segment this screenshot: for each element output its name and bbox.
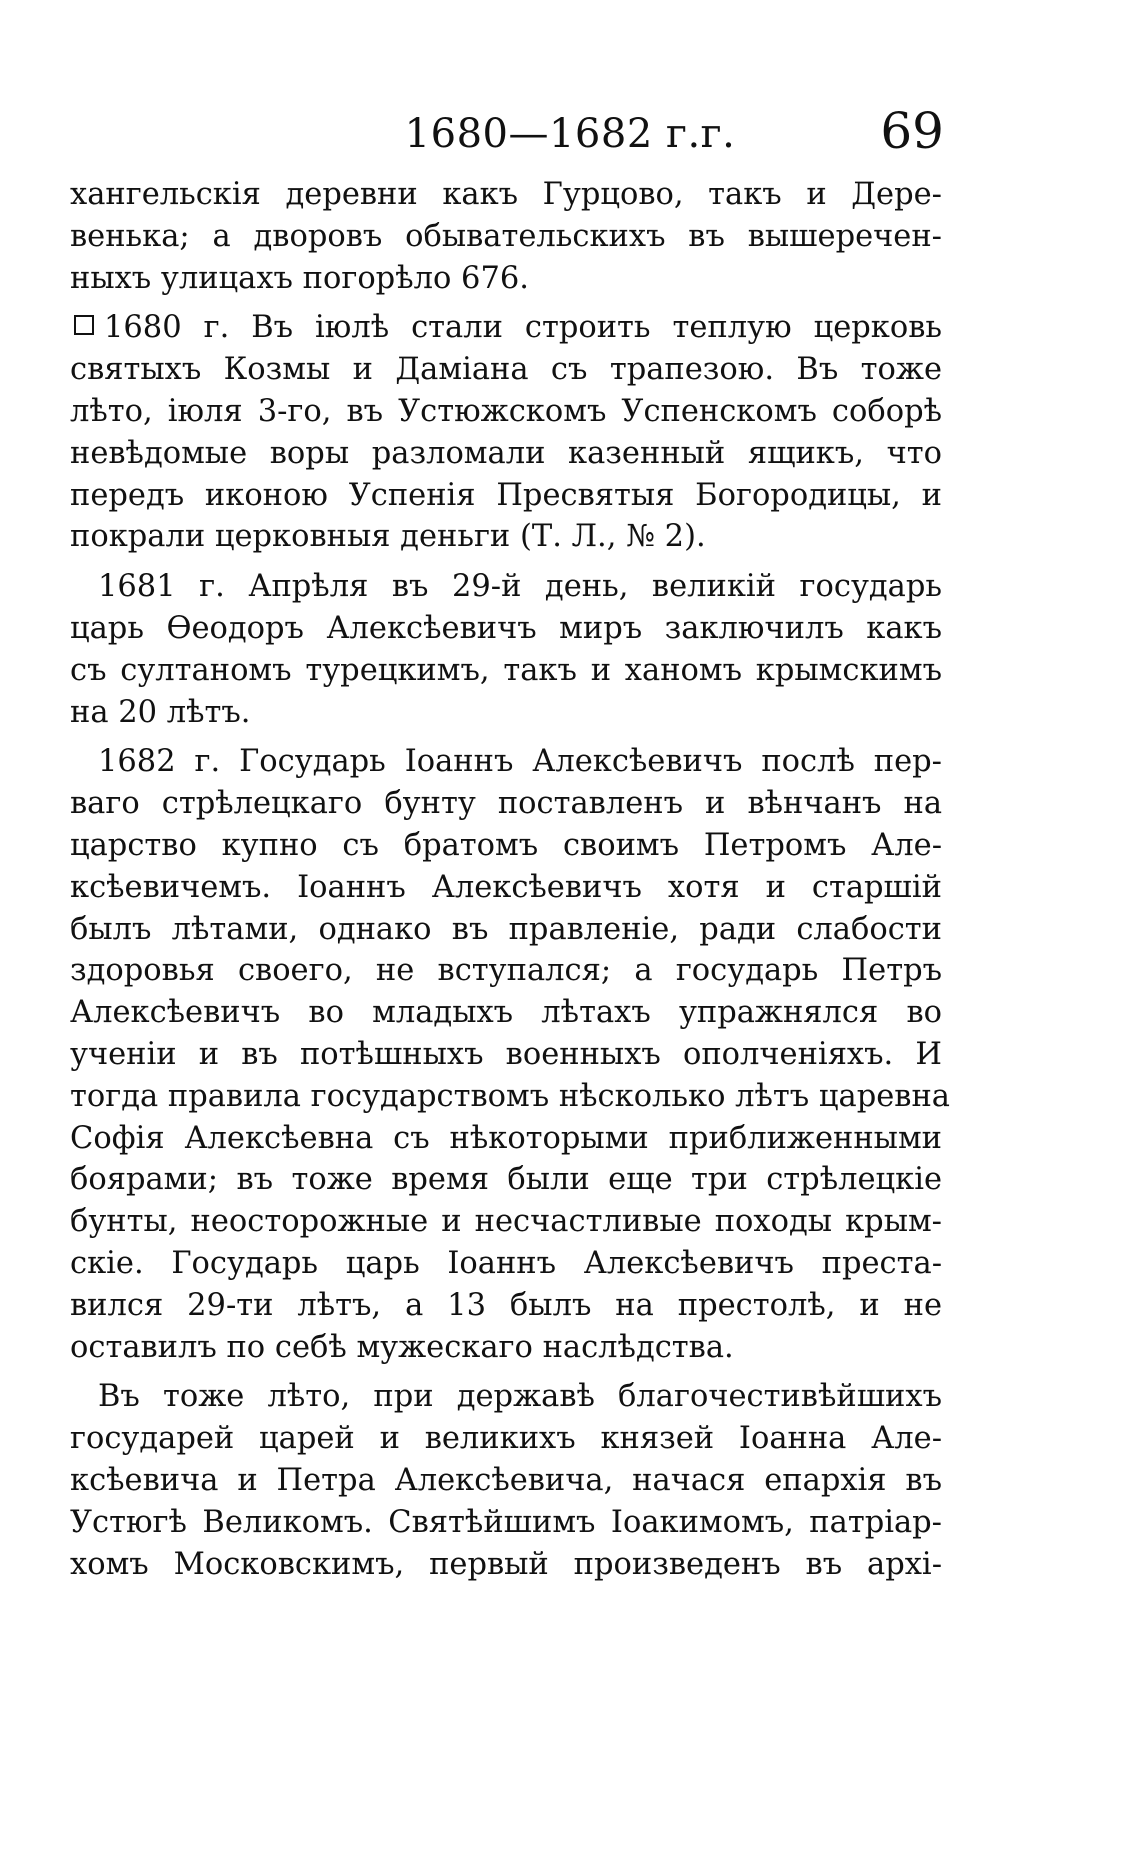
text-line: оставилъ по себѣ мужескаго наслѣдства.	[70, 1329, 734, 1365]
text-line: вился 29-ти лѣтъ, а 13 былъ на престолѣ, и не	[70, 1287, 942, 1323]
text-line-content: 1680 г. Въ іюлѣ стали строить теплую церковь	[104, 310, 942, 346]
text-line: царь Ѳеодоръ Алексѣевичъ миръ заключилъ какъ	[70, 610, 942, 646]
paragraph-1682	[70, 741, 950, 1368]
text-line: хангельскія деревни какъ Гурцово, такъ и Дере-	[70, 177, 942, 212]
text-line: боярами; въ тоже время были еще три стрѣлецкіе	[70, 1162, 942, 1198]
text-line: ныхъ улицахъ погорѣло 676.	[70, 260, 529, 296]
text-line: 1682 г. Государь Іоаннъ Алексѣевичъ послѣ пер-	[98, 744, 942, 780]
text-line	[70, 307, 942, 349]
page-number: 69	[880, 102, 944, 160]
text-line: съ султаномъ турецкимъ, такъ и ханомъ крымскимъ	[70, 652, 942, 688]
paragraph-1	[70, 174, 942, 299]
body-text	[70, 174, 950, 1593]
text-line: здоровья своего, не вступался; а государь Петръ	[70, 953, 942, 989]
text-line: ксѣевича и Петра Алексѣевича, начася епархія въ	[70, 1462, 942, 1498]
running-title: 1680—1682 г.г.	[404, 111, 736, 157]
text-line: Устюгѣ Великомъ. Святѣйшимъ Іоакимомъ, патріар-	[70, 1504, 942, 1540]
square-marker-icon	[74, 315, 94, 335]
text-line: ксѣевичемъ. Іоаннъ Алексѣевичъ хотя и старшій	[70, 869, 942, 905]
text-line: передъ иконою Успенія Пресвятыя Богородицы, и	[70, 477, 942, 513]
paragraph-1681	[70, 566, 942, 733]
text-line: Алексѣевичъ во младыхъ лѣтахъ упражнялся во	[70, 995, 942, 1031]
text-line: венька; а дворовъ обывательскихъ въ вышеречен-	[70, 218, 942, 254]
text-line: государей царей и великихъ князей Іоанна Але-	[70, 1421, 942, 1457]
text-line: тогда правила государствомъ нѣсколько лѣтъ царевна	[70, 1078, 950, 1114]
text-line: лѣто, іюля 3-го, въ Устюжскомъ Успенскомъ соборѣ	[70, 393, 942, 429]
text-line: бунты, неосторожные и несчастливые походы крым-	[70, 1204, 942, 1240]
paragraph-eparchy	[70, 1376, 942, 1585]
text-line: Софія Алексѣевна съ нѣкоторыми приближенными	[70, 1120, 942, 1156]
text-line: царство купно съ братомъ своимъ Петромъ Але-	[70, 827, 942, 863]
text-line: покрали церковныя деньги (Т. Л., № 2).	[70, 519, 706, 555]
text-line: ваго стрѣлецкаго бунту поставленъ и вѣнчанъ на	[70, 786, 942, 822]
text-line: ученіи и въ потѣшныхъ военныхъ ополченіяхъ. И	[70, 1036, 942, 1072]
text-line: 1681 г. Апрѣля въ 29-й день, великій государь	[98, 569, 942, 605]
text-line: хомъ Московскимъ, первый произведенъ въ архі-	[70, 1546, 942, 1582]
text-line: на 20 лѣтъ.	[70, 694, 251, 730]
text-line: невѣдомые воры разломали казенный ящикъ, что	[70, 435, 942, 471]
text-line: былъ лѣтами, однако въ правленіе, ради слабости	[70, 911, 942, 947]
text-line: скіе. Государь царь Іоаннъ Алексѣевичъ преста-	[70, 1245, 942, 1281]
paragraph-1680	[70, 307, 942, 558]
text-line: святыхъ Козмы и Даміана съ трапезою. Въ тоже	[70, 352, 942, 388]
text-line: Въ тоже лѣто, при державѣ благочестивѣйшихъ	[98, 1379, 942, 1415]
